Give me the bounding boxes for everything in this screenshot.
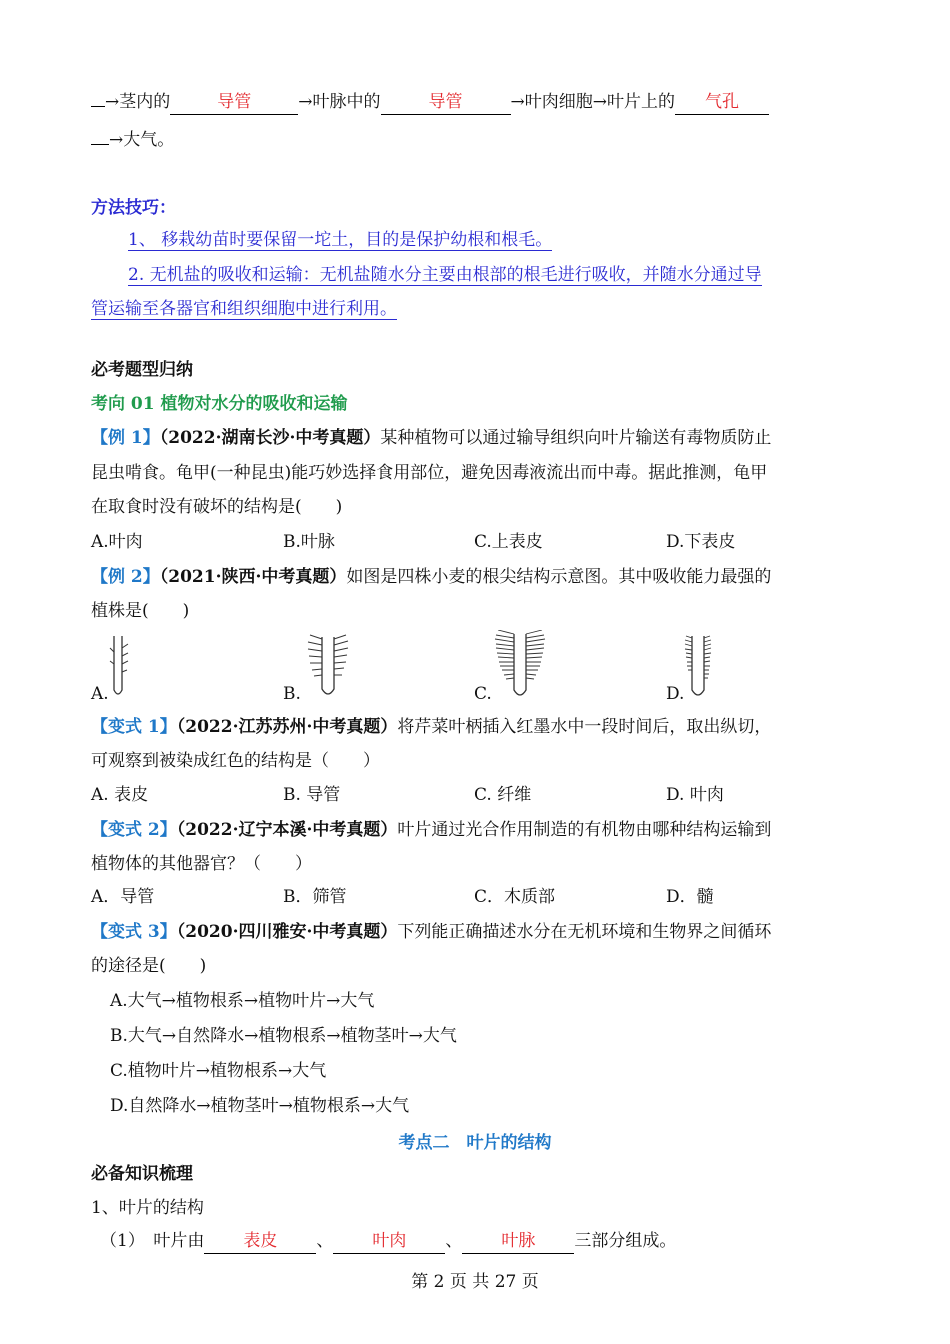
topic-heading-1: 考向 01 植物对水分的吸收和运输 <box>91 394 348 414</box>
variant-2-line-2: 植物体的其他器官？（ ） <box>91 854 312 874</box>
method-tip-2-line-2 <box>91 297 860 321</box>
variant-1-option-b: B. 导管 <box>283 785 341 805</box>
variant-3-tag: 【变式 3】 <box>91 922 177 942</box>
variant-1-text-1: 将芹菜叶柄插入红墨水中一段时间后，取出纵切， <box>397 717 772 737</box>
variant-1-source: （2022·江苏苏州·中考真题） <box>176 717 398 737</box>
flow-text-1: →茎内的 <box>105 92 171 112</box>
example-2-option-c: C. <box>474 684 492 704</box>
flow-text-4: →大气。 <box>109 130 175 150</box>
flow-line-2 <box>91 128 860 152</box>
method-tip-1-text: 1、 移栽幼苗时要保留一坨土，目的是保护幼根和根毛。 <box>128 230 553 250</box>
variant-3-text-1: 下列能正确描述水分在无机环境和生物界之间循环 <box>397 922 772 942</box>
example-2-option-b: B. <box>283 684 301 704</box>
variant-3-line-1 <box>91 920 860 944</box>
flow-text-2: →叶脉中的 <box>298 92 381 112</box>
method-tip-2-line-1 <box>128 263 860 287</box>
method-tip-2-text-1: 2. 无机盐的吸收和运输：无机盐随水分主要由根部的根毛进行吸收，并随水分通过导 <box>128 265 762 285</box>
flow-answer-2: 导管 <box>428 92 463 112</box>
leaf-answer-1: 表皮 <box>243 1231 278 1251</box>
root-tip-a-figure <box>104 634 144 700</box>
knowledge-heading: 必备知识梳理 <box>91 1164 193 1184</box>
example-1-option-c: C.上表皮 <box>474 532 543 552</box>
flow-answer-1: 导管 <box>217 92 252 112</box>
example-2-tag: 【例 2】 <box>91 567 160 587</box>
section-heading: 必考题型归纳 <box>91 360 193 380</box>
variant-2-option-a: A．导管 <box>91 887 155 907</box>
flow-blank-cont <box>91 144 109 145</box>
leaf-structure-heading: 1、叶片的结构 <box>91 1198 204 1218</box>
flow-blank-1 <box>170 90 298 115</box>
example-1-line-2: 昆虫啃食。龟甲(一种昆虫)能巧妙选择食用部位，避免因毒液流出而中毒。据此推测，龟甲 <box>91 463 768 483</box>
variant-3-option-a: A.大气→植物根系→植物叶片→大气 <box>110 991 375 1011</box>
example-2-line-2: 植株是( ) <box>91 601 190 621</box>
flow-answer-3: 气孔 <box>705 92 739 112</box>
example-1-option-b: B.叶脉 <box>283 532 335 552</box>
variant-2-option-b: B．筛管 <box>283 887 347 907</box>
variant-1-tag: 【变式 1】 <box>91 717 177 737</box>
variant-2-line-1 <box>91 818 860 842</box>
variant-3-option-b: B.大气→自然降水→植物根系→植物茎叶→大气 <box>110 1026 457 1046</box>
variant-2-option-c: C．木质部 <box>474 887 556 907</box>
flow-text-3: →叶肉细胞→叶片上的 <box>510 92 675 112</box>
example-1-line-3: 在取食时没有破坏的结构是( ) <box>91 497 343 517</box>
flow-blank-start <box>91 106 105 107</box>
root-tip-d-figure <box>680 632 720 702</box>
root-tip-b-figure <box>300 631 360 701</box>
leaf-answer-3: 叶脉 <box>501 1231 536 1251</box>
variant-1-option-d: D. 叶肉 <box>666 785 724 805</box>
variant-3-option-d: D.自然降水→植物茎叶→植物根系→大气 <box>110 1096 410 1116</box>
example-1-tag: 【例 1】 <box>91 428 160 448</box>
leaf-sep-2: 、 <box>445 1231 463 1251</box>
example-1-option-d: D.下表皮 <box>666 532 736 552</box>
example-2-text-1: 如图是四株小麦的根尖结构示意图。其中吸收能力最强的 <box>346 567 772 587</box>
leaf-blank-2 <box>333 1229 445 1254</box>
leaf-blank-3 <box>462 1229 574 1254</box>
example-2-line-1 <box>91 565 860 589</box>
leaf-item-suffix: 三部分组成。 <box>574 1231 677 1251</box>
leaf-item-prefix: （1） 叶片由 <box>100 1231 205 1251</box>
variant-1-line-2: 可观察到被染成红色的结构是（ ） <box>91 751 380 771</box>
leaf-blank-1 <box>204 1229 316 1254</box>
leaf-structure-item-1 <box>100 1229 860 1254</box>
section-title-kaodian-2: 考点二 叶片的结构 <box>398 1133 552 1153</box>
variant-3-line-2: 的途径是( ) <box>91 956 207 976</box>
example-2-source: （2021·陕西·中考真题） <box>159 567 347 587</box>
example-2-option-a: A. <box>91 684 109 704</box>
example-1-option-a: A.叶肉 <box>91 532 143 552</box>
leaf-answer-2: 叶肉 <box>372 1231 407 1251</box>
variant-1-line-1 <box>91 715 860 739</box>
flow-blank-3 <box>675 90 769 115</box>
method-heading: 方法技巧： <box>91 198 176 218</box>
example-1-line-1 <box>91 426 860 450</box>
variant-1-option-c: C. 纤维 <box>474 785 532 805</box>
leaf-sep-1: 、 <box>316 1231 334 1251</box>
variant-3-option-c: C.植物叶片→植物根系→大气 <box>110 1061 327 1081</box>
variant-2-source: （2022·辽宁本溪·中考真题） <box>176 820 398 840</box>
variant-2-tag: 【变式 2】 <box>91 820 177 840</box>
page-footer: 第 2 页 共 27 页 <box>411 1272 539 1292</box>
method-tip-2-text-2: 管运输至各器官和组织细胞中进行利用。 <box>91 299 397 319</box>
method-tip-1 <box>128 228 860 252</box>
root-tip-c-figure <box>490 630 550 702</box>
variant-2-text-1: 叶片通过光合作用制造的有机物由哪种结构运输到 <box>397 820 772 840</box>
variant-3-source: （2020·四川雅安·中考真题） <box>176 922 398 942</box>
variant-1-option-a: A. 表皮 <box>91 785 149 805</box>
variant-2-option-d: D．髓 <box>666 887 714 907</box>
example-1-text-1: 某种植物可以通过输导组织向叶片输送有毒物质防止 <box>380 428 772 448</box>
flow-line-1 <box>91 90 860 115</box>
example-2-option-d: D. <box>666 684 685 704</box>
flow-blank-2 <box>381 90 511 115</box>
example-1-source: （2022·湖南长沙·中考真题） <box>159 428 381 448</box>
